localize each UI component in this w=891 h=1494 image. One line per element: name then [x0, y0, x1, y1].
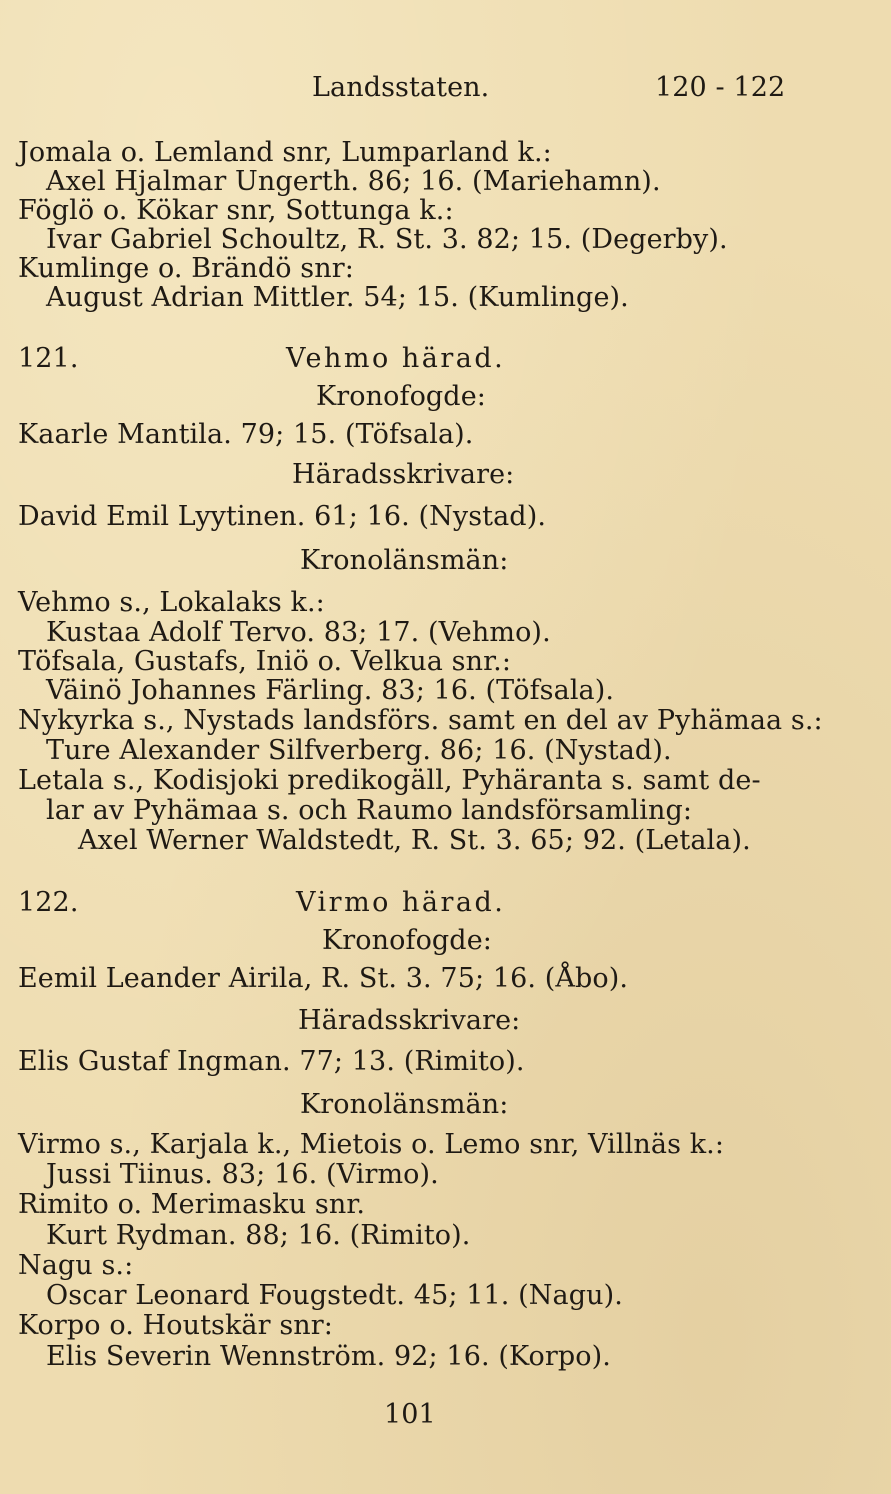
subheading-haradsskrivare: Häradsskrivare:	[298, 1005, 521, 1036]
subheading-kronofogde: Kronofogde:	[322, 925, 492, 956]
subheading-kronolansman: Kronolänsmän:	[300, 545, 509, 576]
subheading-kronolansman: Kronolänsmän:	[300, 1089, 509, 1120]
official-entry: Axel Werner Waldstedt, R. St. 3. 65; 92. (Letala).	[78, 825, 751, 856]
official-entry: Elis Gustaf Ingman. 77; 13. (Rimito).	[18, 1046, 525, 1077]
parish-line: Rimito o. Merimasku snr.	[18, 1189, 366, 1220]
parish-line: Virmo s., Karjala k., Mietois o. Lemo snr, Villnäs k.:	[18, 1129, 725, 1160]
official-entry: David Emil Lyytinen. 61; 16. (Nystad).	[18, 501, 547, 532]
official-entry: Jussi Tiinus. 83; 16. (Virmo).	[46, 1159, 439, 1190]
section-number: 121.	[18, 343, 79, 374]
parish-line: Vehmo s., Lokalaks k.:	[18, 587, 325, 618]
parish-line: Jomala o. Lemland snr, Lumparland k.:	[18, 137, 552, 168]
parish-line: Kumlinge o. Brändö snr:	[18, 253, 354, 284]
official-entry: Kaarle Mantila. 79; 15. (Töfsala).	[18, 419, 474, 450]
subheading-haradsskrivare: Häradsskrivare:	[292, 459, 515, 490]
official-entry: Ture Alexander Silfverberg. 86; 16. (Nystad).	[46, 735, 672, 766]
parish-line: Korpo o. Houtskär snr:	[18, 1310, 333, 1341]
parish-line: Letala s., Kodisjoki predikogäll, Pyhäranta s. samt de-	[18, 765, 761, 796]
official-entry: Elis Severin Wennström. 92; 16. (Korpo).	[46, 1341, 611, 1372]
page-number: 101	[384, 1399, 436, 1430]
section-number: 122.	[18, 887, 79, 918]
section-title: Virmo härad.	[296, 887, 506, 918]
official-entry: Kurt Rydman. 88; 16. (Rimito).	[46, 1220, 471, 1251]
parish-line: Töfsala, Gustafs, Iniö o. Velkua snr.:	[18, 646, 512, 677]
page-range: 120 - 122	[655, 72, 786, 103]
parish-line: Nagu s.:	[18, 1250, 134, 1281]
parish-line: Nykyrka s., Nystads landsförs. samt en del av Pyhämaa s.:	[18, 705, 823, 736]
official-entry: August Adrian Mittler. 54; 15. (Kumlinge).	[46, 282, 629, 313]
parish-line-continued: lar av Pyhämaa s. och Raumo landsförsamling:	[46, 795, 693, 826]
official-entry: Kustaa Adolf Tervo. 83; 17. (Vehmo).	[46, 617, 551, 648]
subheading-kronofogde: Kronofogde:	[316, 381, 486, 412]
section-title: Vehmo härad.	[286, 343, 506, 374]
running-title: Landsstaten.	[312, 72, 490, 103]
official-entry: Väinö Johannes Färling. 83; 16. (Töfsala).	[46, 675, 615, 706]
parish-line: Föglö o. Kökar snr, Sottunga k.:	[18, 195, 454, 226]
official-entry: Axel Hjalmar Ungerth. 86; 16. (Mariehamn).	[46, 166, 661, 197]
official-entry: Eemil Leander Airila, R. St. 3. 75; 16. (Åbo).	[18, 963, 629, 994]
official-entry: Oscar Leonard Fougstedt. 45; 11. (Nagu).	[46, 1280, 623, 1311]
official-entry: Ivar Gabriel Schoultz, R. St. 3. 82; 15. (Degerby).	[46, 224, 728, 255]
